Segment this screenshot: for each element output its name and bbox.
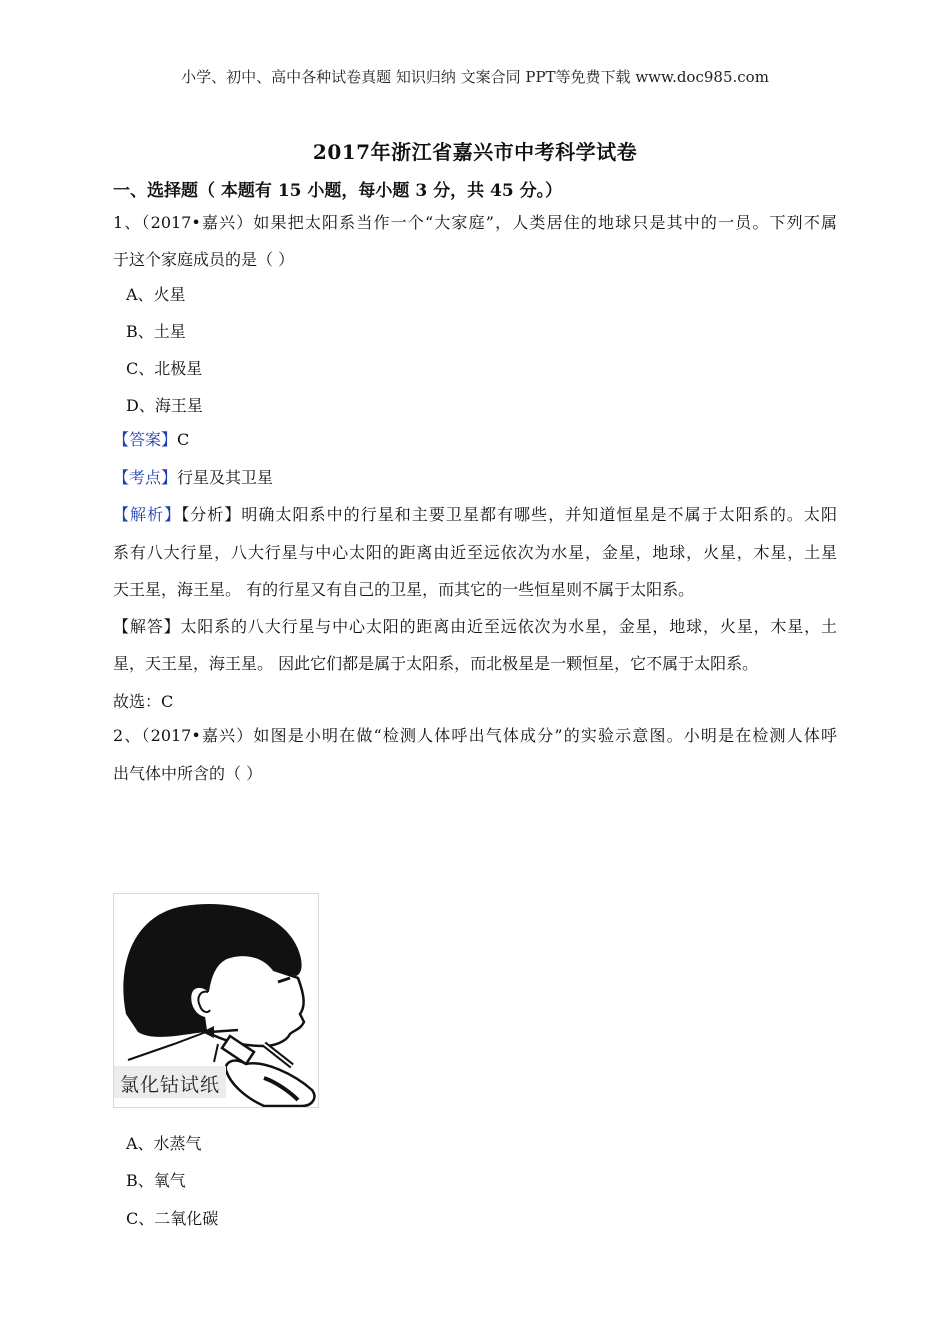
q1-option-c: C、北极星 [126, 359, 203, 378]
q2-option-c: C、二氧化碳 [126, 1209, 219, 1228]
solution-tag: 【解答】 [113, 617, 181, 636]
analysis-text1: 明确太阳系中的行星和主要卫星都有哪些，并知道恒星是不属于太阳系的。太阳 [241, 505, 837, 524]
q2-stem-line2: 出气体中所含的（ ） [113, 764, 263, 783]
solution-text1: 太阳系的八大行星与中心太阳的距离由近至远依次为水星，金星，地球，火星，木星，土 [180, 617, 837, 636]
q1-analysis-line3: 天王星，海王星。 有的行星又有自己的卫星，而其它的一些恒星则不属于太阳系。 [113, 580, 695, 599]
point-value: 行星及其卫星 [177, 468, 274, 487]
q1-analysis-line1 [113, 502, 837, 525]
q1-analysis-line2: 系有八大行星，八大行星与中心太阳的距离由近至远依次为水星，金星，地球，火星，木星，土星 [113, 543, 837, 562]
q1-option-b: B、土星 [126, 322, 186, 341]
figure-label: 氯化钴试纸 [120, 1074, 221, 1096]
q1-solution-line1 [113, 614, 837, 637]
page-title: 2017年浙江省嘉兴市中考科学试卷 [312, 140, 638, 164]
q2-option-a: A、水蒸气 [126, 1134, 202, 1153]
q1-stem-line1: 1、（2017•嘉兴）如果把太阳系当作一个“大家庭”，人类居住的地球只是其中的一员。下列不属 [113, 213, 837, 232]
q2-stem-line1: 2、（2017•嘉兴）如图是小明在做“检测人体呼出气体成分”的实验示意图。小明是在检测人体呼 [113, 726, 837, 745]
point-tag: 【考点】 [113, 468, 178, 487]
q1-option-d: D、海王星 [126, 396, 203, 415]
q1-stem-line2: 于这个家庭成员的是（ ） [113, 250, 295, 269]
q1-answer [113, 427, 189, 450]
page-header: 小学、初中、高中各种试卷真题 知识归纳 文案合同 PPT等免费下载 www.doc985.com [181, 68, 769, 86]
q1-option-a: A、火星 [126, 285, 186, 304]
q1-choice: 故选：C [113, 692, 174, 711]
q2-option-b: B、氧气 [126, 1171, 186, 1190]
q1-solution-line2: 星，天王星，海王星。 因此它们都是属于太阳系，而北极星是一颗恒星，它不属于太阳系。 [113, 654, 759, 673]
answer-tag: 【答案】 [113, 430, 178, 449]
analysis-sub-tag: 【分析】 [181, 505, 242, 524]
experiment-figure [113, 893, 319, 1108]
analysis-tag: 【解析】 [113, 505, 182, 524]
answer-value: C [177, 430, 190, 449]
section-heading: 一、选择题（ 本题有 15 小题，每小题 3 分，共 45 分。） [113, 181, 563, 201]
q1-point [113, 465, 273, 488]
